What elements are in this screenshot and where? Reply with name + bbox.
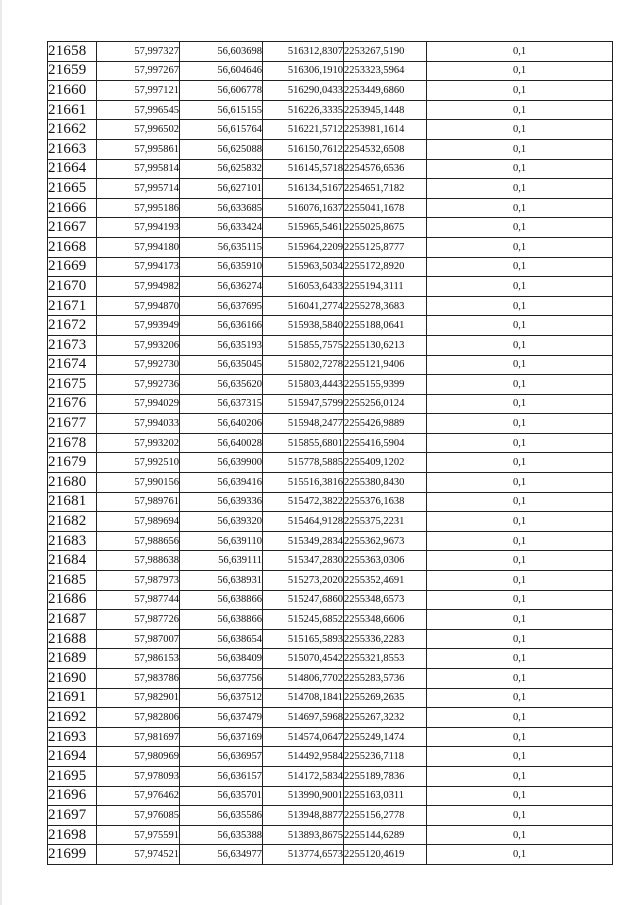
x-coordinate-cell: 514574,0647: [263, 727, 344, 747]
accuracy-cell: 0,1: [427, 610, 613, 630]
latitude-cell: 57,995714: [97, 179, 180, 199]
y-coordinate-cell: 2255267,3232: [344, 708, 427, 728]
latitude-cell: 57,989761: [97, 492, 180, 512]
longitude-cell: 56,639416: [180, 473, 263, 493]
table-row: [48, 296, 613, 316]
longitude-cell: 56,633424: [180, 218, 263, 238]
table-row: [48, 473, 613, 493]
accuracy-cell: 0,1: [427, 433, 613, 453]
point-number-cell: 21664: [48, 159, 97, 179]
x-coordinate-cell: 514708,1841: [263, 688, 344, 708]
x-coordinate-cell: 516134,5167: [263, 179, 344, 199]
table-row: [48, 237, 613, 257]
latitude-cell: 57,997267: [97, 61, 180, 81]
point-number-cell: 21662: [48, 120, 97, 140]
point-number-cell: 21698: [48, 825, 97, 845]
table-row: [48, 610, 613, 630]
accuracy-cell: 0,1: [427, 629, 613, 649]
point-number-cell: 21684: [48, 551, 97, 571]
x-coordinate-cell: 516312,8307: [263, 42, 344, 62]
longitude-cell: 56,640206: [180, 414, 263, 434]
point-number-cell: 21659: [48, 61, 97, 81]
point-number-cell: 21687: [48, 610, 97, 630]
y-coordinate-cell: 2255144,6289: [344, 825, 427, 845]
y-coordinate-cell: 2255380,8430: [344, 473, 427, 493]
accuracy-cell: 0,1: [427, 473, 613, 493]
accuracy-cell: 0,1: [427, 61, 613, 81]
latitude-cell: 57,986153: [97, 649, 180, 669]
longitude-cell: 56,625088: [180, 139, 263, 159]
latitude-cell: 57,982901: [97, 688, 180, 708]
point-number-cell: 21675: [48, 375, 97, 395]
latitude-cell: 57,975591: [97, 825, 180, 845]
y-coordinate-cell: 2255025,8675: [344, 218, 427, 238]
table-row: [48, 81, 613, 101]
longitude-cell: 56,635193: [180, 335, 263, 355]
latitude-cell: 57,990156: [97, 473, 180, 493]
point-number-cell: 21677: [48, 414, 97, 434]
accuracy-cell: 0,1: [427, 277, 613, 297]
x-coordinate-cell: 515070,4542: [263, 649, 344, 669]
accuracy-cell: 0,1: [427, 708, 613, 728]
point-number-cell: 21678: [48, 433, 97, 453]
longitude-cell: 56,615155: [180, 100, 263, 120]
accuracy-cell: 0,1: [427, 355, 613, 375]
table-row: [48, 335, 613, 355]
latitude-cell: 57,992736: [97, 375, 180, 395]
longitude-cell: 56,638866: [180, 590, 263, 610]
y-coordinate-cell: 2255236,7118: [344, 747, 427, 767]
table-row: [48, 708, 613, 728]
accuracy-cell: 0,1: [427, 806, 613, 826]
accuracy-cell: 0,1: [427, 786, 613, 806]
x-coordinate-cell: 516306,1910: [263, 61, 344, 81]
accuracy-cell: 0,1: [427, 727, 613, 747]
point-number-cell: 21699: [48, 845, 97, 865]
longitude-cell: 56,636274: [180, 277, 263, 297]
y-coordinate-cell: 2255336,2283: [344, 629, 427, 649]
point-number-cell: 21686: [48, 590, 97, 610]
table-row: [48, 669, 613, 689]
accuracy-cell: 0,1: [427, 296, 613, 316]
longitude-cell: 56,639111: [180, 551, 263, 571]
table-row: [48, 531, 613, 551]
point-number-cell: 21668: [48, 237, 97, 257]
table-row: [48, 120, 613, 140]
y-coordinate-cell: 2254532,6508: [344, 139, 427, 159]
x-coordinate-cell: 515855,7575: [263, 335, 344, 355]
accuracy-cell: 0,1: [427, 42, 613, 62]
table-row: [48, 198, 613, 218]
x-coordinate-cell: 513990,9001: [263, 786, 344, 806]
point-number-cell: 21665: [48, 179, 97, 199]
latitude-cell: 57,995186: [97, 198, 180, 218]
x-coordinate-cell: 514806,7702: [263, 669, 344, 689]
longitude-cell: 56,638931: [180, 571, 263, 591]
y-coordinate-cell: 2255156,2778: [344, 806, 427, 826]
x-coordinate-cell: 515165,5893: [263, 629, 344, 649]
point-number-cell: 21688: [48, 629, 97, 649]
latitude-cell: 57,995814: [97, 159, 180, 179]
x-coordinate-cell: 516221,5712: [263, 120, 344, 140]
y-coordinate-cell: 2255121,9406: [344, 355, 427, 375]
y-coordinate-cell: 2255163,0311: [344, 786, 427, 806]
accuracy-cell: 0,1: [427, 237, 613, 257]
x-coordinate-cell: 515938,5840: [263, 316, 344, 336]
x-coordinate-cell: 513893,8675: [263, 825, 344, 845]
accuracy-cell: 0,1: [427, 81, 613, 101]
latitude-cell: 57,993949: [97, 316, 180, 336]
table-row: [48, 414, 613, 434]
accuracy-cell: 0,1: [427, 257, 613, 277]
coordinate-table-body: [48, 42, 613, 865]
x-coordinate-cell: 516226,3335: [263, 100, 344, 120]
accuracy-cell: 0,1: [427, 159, 613, 179]
y-coordinate-cell: 2255189,7836: [344, 766, 427, 786]
y-coordinate-cell: 2255362,9673: [344, 531, 427, 551]
table-row: [48, 571, 613, 591]
latitude-cell: 57,976462: [97, 786, 180, 806]
x-coordinate-cell: 515347,2830: [263, 551, 344, 571]
latitude-cell: 57,983786: [97, 669, 180, 689]
point-number-cell: 21671: [48, 296, 97, 316]
accuracy-cell: 0,1: [427, 139, 613, 159]
table-row: [48, 590, 613, 610]
accuracy-cell: 0,1: [427, 512, 613, 532]
table-row: [48, 159, 613, 179]
accuracy-cell: 0,1: [427, 394, 613, 414]
y-coordinate-cell: 2253981,1614: [344, 120, 427, 140]
x-coordinate-cell: 515948,2477: [263, 414, 344, 434]
longitude-cell: 56,639900: [180, 453, 263, 473]
x-coordinate-cell: 515802,7278: [263, 355, 344, 375]
latitude-cell: 57,978093: [97, 766, 180, 786]
x-coordinate-cell: 515963,5034: [263, 257, 344, 277]
latitude-cell: 57,989694: [97, 512, 180, 532]
point-number-cell: 21672: [48, 316, 97, 336]
table-row: [48, 629, 613, 649]
x-coordinate-cell: 515349,2834: [263, 531, 344, 551]
point-number-cell: 21697: [48, 806, 97, 826]
point-number-cell: 21663: [48, 139, 97, 159]
x-coordinate-cell: 515472,3822: [263, 492, 344, 512]
x-coordinate-cell: 515947,5799: [263, 394, 344, 414]
x-coordinate-cell: 515965,5461: [263, 218, 344, 238]
coordinate-table-sheet: [47, 41, 612, 865]
x-coordinate-cell: 513774,6573: [263, 845, 344, 865]
table-row: [48, 688, 613, 708]
accuracy-cell: 0,1: [427, 453, 613, 473]
latitude-cell: 57,993206: [97, 335, 180, 355]
point-number-cell: 21682: [48, 512, 97, 532]
longitude-cell: 56,615764: [180, 120, 263, 140]
table-row: [48, 100, 613, 120]
coordinate-table: [47, 41, 613, 865]
y-coordinate-cell: 2255194,3111: [344, 277, 427, 297]
y-coordinate-cell: 2255172,8920: [344, 257, 427, 277]
accuracy-cell: 0,1: [427, 590, 613, 610]
longitude-cell: 56,637479: [180, 708, 263, 728]
longitude-cell: 56,636157: [180, 766, 263, 786]
y-coordinate-cell: 2255041,1678: [344, 198, 427, 218]
table-row: [48, 551, 613, 571]
longitude-cell: 56,637315: [180, 394, 263, 414]
longitude-cell: 56,635586: [180, 806, 263, 826]
y-coordinate-cell: 2253945,1448: [344, 100, 427, 120]
longitude-cell: 56,603698: [180, 42, 263, 62]
accuracy-cell: 0,1: [427, 747, 613, 767]
x-coordinate-cell: 514697,5968: [263, 708, 344, 728]
y-coordinate-cell: 2255283,5736: [344, 669, 427, 689]
point-number-cell: 21679: [48, 453, 97, 473]
longitude-cell: 56,633685: [180, 198, 263, 218]
y-coordinate-cell: 2253323,5964: [344, 61, 427, 81]
table-row: [48, 825, 613, 845]
x-coordinate-cell: 516053,6433: [263, 277, 344, 297]
y-coordinate-cell: 2255375,2231: [344, 512, 427, 532]
latitude-cell: 57,992510: [97, 453, 180, 473]
longitude-cell: 56,636957: [180, 747, 263, 767]
page-edge: [0, 0, 2, 905]
point-number-cell: 21689: [48, 649, 97, 669]
longitude-cell: 56,637756: [180, 669, 263, 689]
point-number-cell: 21696: [48, 786, 97, 806]
accuracy-cell: 0,1: [427, 375, 613, 395]
accuracy-cell: 0,1: [427, 669, 613, 689]
point-number-cell: 21691: [48, 688, 97, 708]
point-number-cell: 21681: [48, 492, 97, 512]
accuracy-cell: 0,1: [427, 414, 613, 434]
latitude-cell: 57,995861: [97, 139, 180, 159]
longitude-cell: 56,625832: [180, 159, 263, 179]
x-coordinate-cell: 515516,3816: [263, 473, 344, 493]
y-coordinate-cell: 2255376,1638: [344, 492, 427, 512]
longitude-cell: 56,639336: [180, 492, 263, 512]
x-coordinate-cell: 515855,6801: [263, 433, 344, 453]
table-row: [48, 42, 613, 62]
point-number-cell: 21690: [48, 669, 97, 689]
longitude-cell: 56,604646: [180, 61, 263, 81]
y-coordinate-cell: 2255426,9889: [344, 414, 427, 434]
y-coordinate-cell: 2255409,1202: [344, 453, 427, 473]
table-row: [48, 766, 613, 786]
accuracy-cell: 0,1: [427, 218, 613, 238]
table-row: [48, 453, 613, 473]
table-row: [48, 394, 613, 414]
longitude-cell: 56,635701: [180, 786, 263, 806]
table-row: [48, 218, 613, 238]
x-coordinate-cell: 513948,8877: [263, 806, 344, 826]
point-number-cell: 21673: [48, 335, 97, 355]
x-coordinate-cell: 516145,5718: [263, 159, 344, 179]
table-row: [48, 727, 613, 747]
longitude-cell: 56,639110: [180, 531, 263, 551]
latitude-cell: 57,988656: [97, 531, 180, 551]
table-row: [48, 179, 613, 199]
y-coordinate-cell: 2255125,8777: [344, 237, 427, 257]
x-coordinate-cell: 516290,0433: [263, 81, 344, 101]
accuracy-cell: 0,1: [427, 845, 613, 865]
x-coordinate-cell: 515803,4443: [263, 375, 344, 395]
accuracy-cell: 0,1: [427, 492, 613, 512]
latitude-cell: 57,996545: [97, 100, 180, 120]
latitude-cell: 57,994173: [97, 257, 180, 277]
x-coordinate-cell: 516076,1637: [263, 198, 344, 218]
x-coordinate-cell: 514492,9584: [263, 747, 344, 767]
latitude-cell: 57,987973: [97, 571, 180, 591]
latitude-cell: 57,982806: [97, 708, 180, 728]
table-row: [48, 277, 613, 297]
accuracy-cell: 0,1: [427, 571, 613, 591]
accuracy-cell: 0,1: [427, 100, 613, 120]
latitude-cell: 57,997121: [97, 81, 180, 101]
y-coordinate-cell: 2253267,5190: [344, 42, 427, 62]
y-coordinate-cell: 2255256,0124: [344, 394, 427, 414]
longitude-cell: 56,637512: [180, 688, 263, 708]
longitude-cell: 56,635045: [180, 355, 263, 375]
y-coordinate-cell: 2255348,6606: [344, 610, 427, 630]
table-row: [48, 747, 613, 767]
longitude-cell: 56,627101: [180, 179, 263, 199]
accuracy-cell: 0,1: [427, 531, 613, 551]
x-coordinate-cell: 515247,6860: [263, 590, 344, 610]
longitude-cell: 56,638866: [180, 610, 263, 630]
table-row: [48, 649, 613, 669]
longitude-cell: 56,635910: [180, 257, 263, 277]
latitude-cell: 57,976085: [97, 806, 180, 826]
x-coordinate-cell: 515464,9128: [263, 512, 344, 532]
table-row: [48, 375, 613, 395]
longitude-cell: 56,606778: [180, 81, 263, 101]
y-coordinate-cell: 2255352,4691: [344, 571, 427, 591]
y-coordinate-cell: 2255363,0306: [344, 551, 427, 571]
point-number-cell: 21692: [48, 708, 97, 728]
table-row: [48, 61, 613, 81]
longitude-cell: 56,635620: [180, 375, 263, 395]
table-row: [48, 492, 613, 512]
x-coordinate-cell: 514172,5834: [263, 766, 344, 786]
point-number-cell: 21694: [48, 747, 97, 767]
latitude-cell: 57,996502: [97, 120, 180, 140]
latitude-cell: 57,987726: [97, 610, 180, 630]
accuracy-cell: 0,1: [427, 179, 613, 199]
longitude-cell: 56,635388: [180, 825, 263, 845]
table-row: [48, 433, 613, 453]
x-coordinate-cell: 515778,5885: [263, 453, 344, 473]
point-number-cell: 21695: [48, 766, 97, 786]
point-number-cell: 21661: [48, 100, 97, 120]
y-coordinate-cell: 2255348,6573: [344, 590, 427, 610]
y-coordinate-cell: 2255249,1474: [344, 727, 427, 747]
accuracy-cell: 0,1: [427, 825, 613, 845]
latitude-cell: 57,987007: [97, 629, 180, 649]
accuracy-cell: 0,1: [427, 316, 613, 336]
x-coordinate-cell: 515964,2209: [263, 237, 344, 257]
point-number-cell: 21667: [48, 218, 97, 238]
longitude-cell: 56,638409: [180, 649, 263, 669]
x-coordinate-cell: 516041,2774: [263, 296, 344, 316]
latitude-cell: 57,994870: [97, 296, 180, 316]
latitude-cell: 57,992730: [97, 355, 180, 375]
latitude-cell: 57,994982: [97, 277, 180, 297]
y-coordinate-cell: 2253449,6860: [344, 81, 427, 101]
longitude-cell: 56,639320: [180, 512, 263, 532]
table-row: [48, 845, 613, 865]
accuracy-cell: 0,1: [427, 766, 613, 786]
latitude-cell: 57,980969: [97, 747, 180, 767]
y-coordinate-cell: 2255130,6213: [344, 335, 427, 355]
table-row: [48, 512, 613, 532]
x-coordinate-cell: 515273,2020: [263, 571, 344, 591]
point-number-cell: 21680: [48, 473, 97, 493]
longitude-cell: 56,637695: [180, 296, 263, 316]
latitude-cell: 57,994180: [97, 237, 180, 257]
point-number-cell: 21660: [48, 81, 97, 101]
latitude-cell: 57,994033: [97, 414, 180, 434]
accuracy-cell: 0,1: [427, 649, 613, 669]
y-coordinate-cell: 2255278,3683: [344, 296, 427, 316]
y-coordinate-cell: 2255416,5904: [344, 433, 427, 453]
y-coordinate-cell: 2255269,2635: [344, 688, 427, 708]
longitude-cell: 56,637169: [180, 727, 263, 747]
point-number-cell: 21685: [48, 571, 97, 591]
table-row: [48, 139, 613, 159]
y-coordinate-cell: 2254651,7182: [344, 179, 427, 199]
table-row: [48, 257, 613, 277]
accuracy-cell: 0,1: [427, 335, 613, 355]
latitude-cell: 57,994193: [97, 218, 180, 238]
accuracy-cell: 0,1: [427, 551, 613, 571]
latitude-cell: 57,997327: [97, 42, 180, 62]
table-row: [48, 806, 613, 826]
latitude-cell: 57,994029: [97, 394, 180, 414]
latitude-cell: 57,974521: [97, 845, 180, 865]
x-coordinate-cell: 515245,6852: [263, 610, 344, 630]
longitude-cell: 56,640028: [180, 433, 263, 453]
accuracy-cell: 0,1: [427, 120, 613, 140]
point-number-cell: 21683: [48, 531, 97, 551]
point-number-cell: 21666: [48, 198, 97, 218]
point-number-cell: 21669: [48, 257, 97, 277]
y-coordinate-cell: 2255120,4619: [344, 845, 427, 865]
point-number-cell: 21674: [48, 355, 97, 375]
longitude-cell: 56,636166: [180, 316, 263, 336]
table-row: [48, 355, 613, 375]
latitude-cell: 57,988638: [97, 551, 180, 571]
longitude-cell: 56,634977: [180, 845, 263, 865]
table-row: [48, 316, 613, 336]
y-coordinate-cell: 2255188,0641: [344, 316, 427, 336]
y-coordinate-cell: 2255321,8553: [344, 649, 427, 669]
table-row: [48, 786, 613, 806]
latitude-cell: 57,987744: [97, 590, 180, 610]
point-number-cell: 21670: [48, 277, 97, 297]
y-coordinate-cell: 2255155,9399: [344, 375, 427, 395]
latitude-cell: 57,993202: [97, 433, 180, 453]
x-coordinate-cell: 516150,7612: [263, 139, 344, 159]
y-coordinate-cell: 2254576,6536: [344, 159, 427, 179]
accuracy-cell: 0,1: [427, 198, 613, 218]
longitude-cell: 56,638654: [180, 629, 263, 649]
longitude-cell: 56,635115: [180, 237, 263, 257]
point-number-cell: 21658: [48, 42, 97, 62]
accuracy-cell: 0,1: [427, 688, 613, 708]
latitude-cell: 57,981697: [97, 727, 180, 747]
point-number-cell: 21693: [48, 727, 97, 747]
point-number-cell: 21676: [48, 394, 97, 414]
